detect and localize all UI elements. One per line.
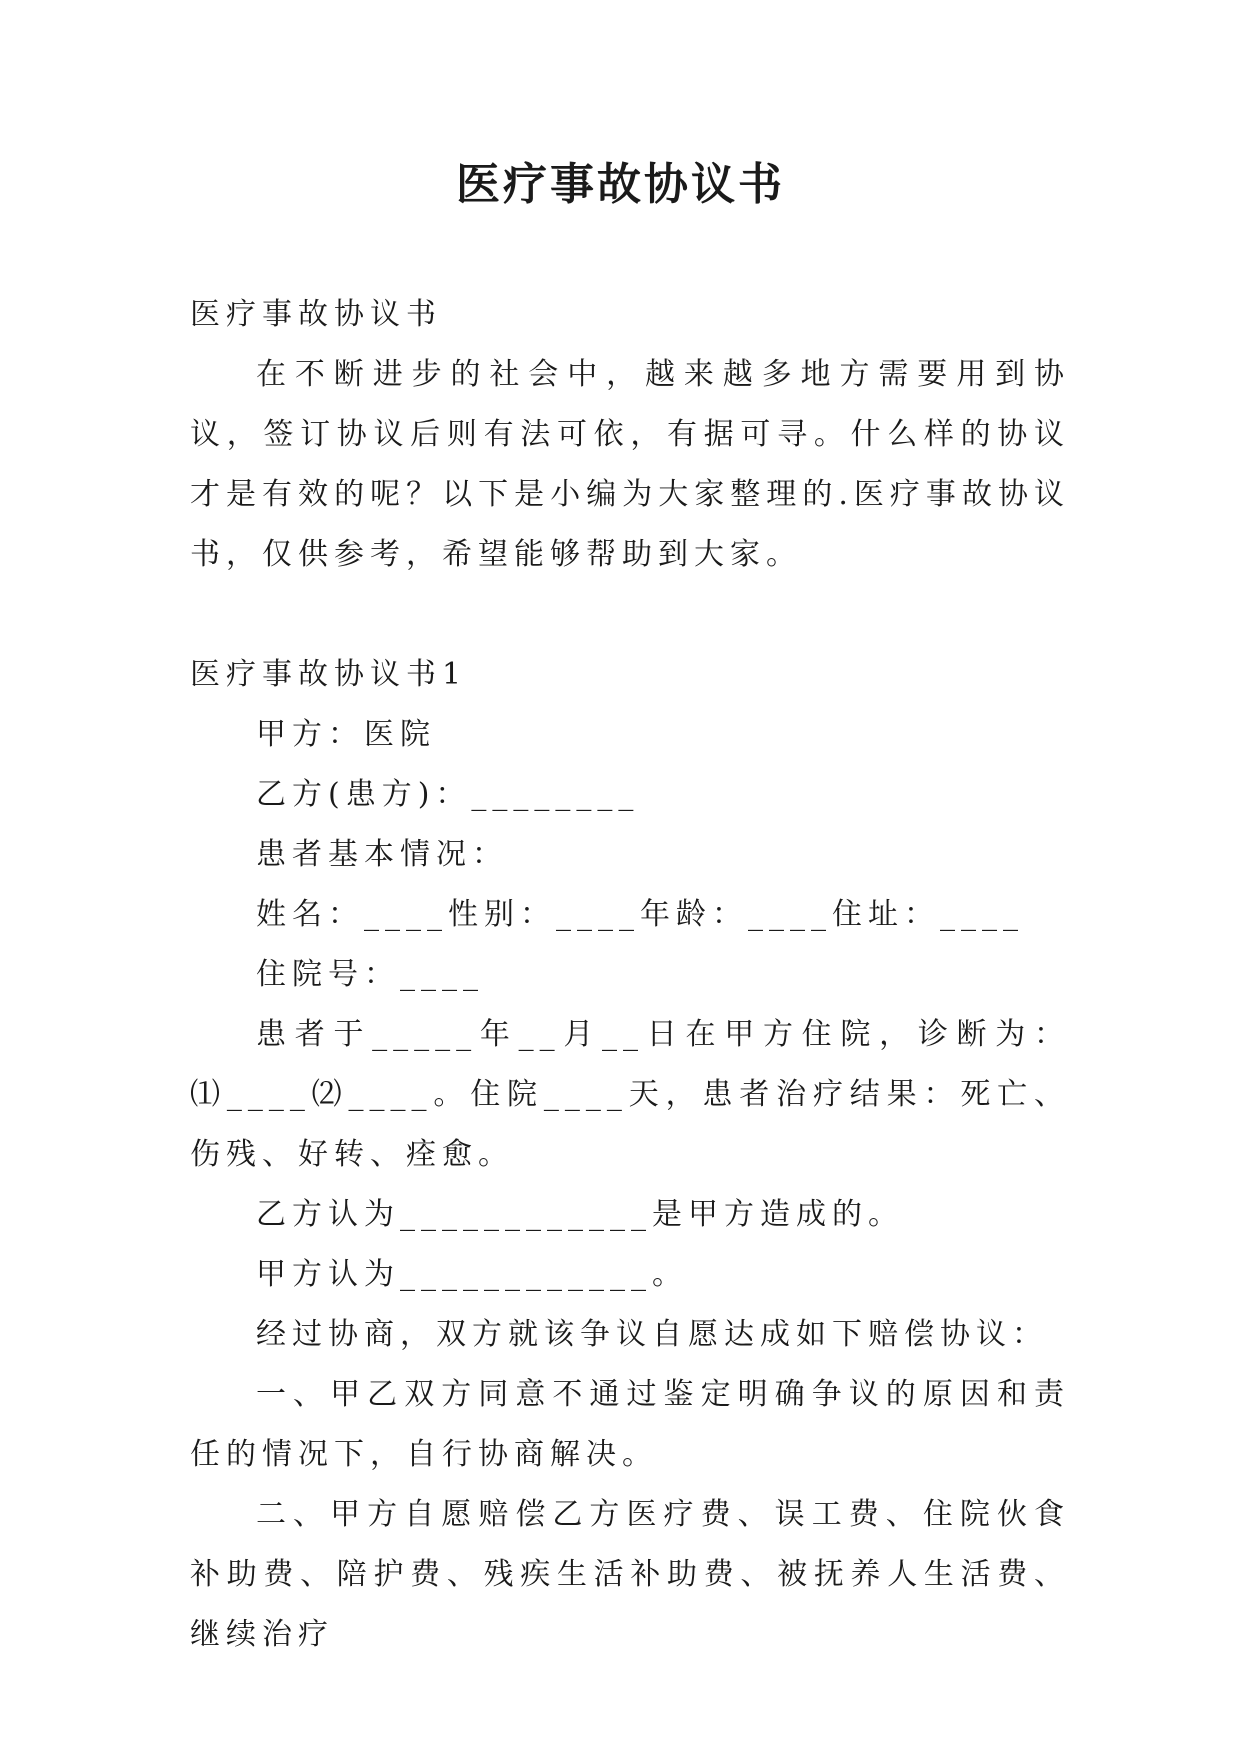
diagnosis-paragraph: 患者于_____年__月__日在甲方住院，诊断为：⑴____⑵____。住院____天，患者治疗结果：死亡、伤残、好转、痊愈。 (190, 1017, 1070, 1172)
clause-2-paragraph: 二、甲方自愿赔偿乙方医疗费、误工费、住院伙食补助费、陪护费、残疾生活补助费、被抚养人生活费、继续治疗 (190, 1497, 1070, 1652)
intro-paragraph: 在不断进步的社会中，越来越多地方需要用到协议，签订协议后则有法可依，有据可寻。什么样的协议才是有效的呢？以下是小编为大家整理的.医疗事故协议书，仅供参考，希望能够帮助到大家。 (190, 357, 1070, 572)
document-body (190, 285, 1070, 1665)
party-b-line: 乙方(患方)：________ (256, 777, 640, 812)
party-a-line: 甲方：医院 (256, 717, 436, 752)
document-subtitle: 医疗事故协议书 (190, 297, 442, 332)
party-a-view-line: 甲方认为____________。 (256, 1257, 688, 1292)
clause-1-paragraph: 一、甲乙双方同意不通过鉴定明确争议的原因和责任的情况下，自行协商解决。 (190, 1377, 1070, 1472)
patient-fields-line: 姓名：____性别：____年龄：____住址：____ (256, 897, 1024, 932)
party-b-view-line: 乙方认为____________是甲方造成的。 (256, 1197, 904, 1232)
negotiation-line: 经过协商，双方就该争议自愿达成如下赔偿协议： (256, 1317, 1048, 1352)
paragraph-gap (190, 585, 1070, 645)
document-title: 医疗事故协议书 (456, 159, 785, 210)
admission-number-line: 住院号：____ (256, 957, 484, 992)
section-heading: 医疗事故协议书1 (190, 657, 468, 692)
patient-info-label: 患者基本情况： (256, 837, 508, 872)
